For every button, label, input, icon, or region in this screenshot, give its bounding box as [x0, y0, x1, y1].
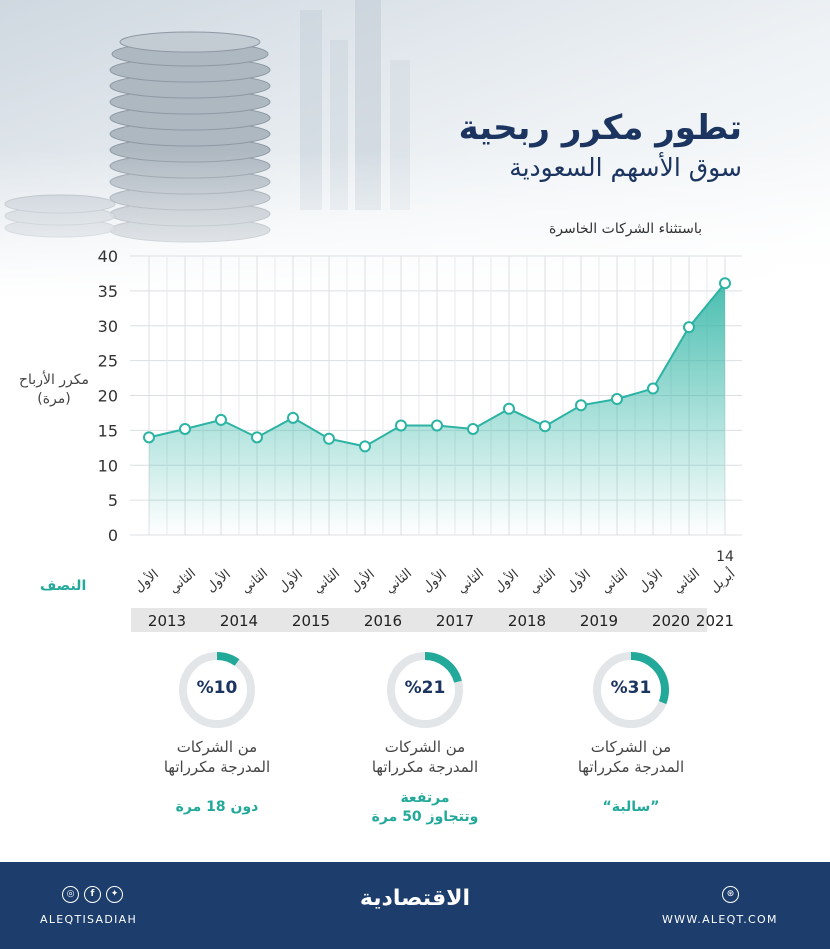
twitter-icon[interactable]: ✦: [106, 886, 123, 903]
stat-description: من الشركات المدرجة مكرراتها: [163, 738, 271, 776]
year-label: 2016: [363, 612, 403, 630]
x-tick-label: الثاني: [526, 565, 560, 597]
x-tick-label: الثاني: [310, 565, 344, 597]
year-label: 2020: [651, 612, 691, 630]
facebook-icon[interactable]: f: [84, 886, 101, 903]
data-point: [360, 441, 370, 451]
stat-percent: %10: [196, 678, 238, 698]
website-link[interactable]: WWW.ALEQT.COM: [662, 913, 778, 926]
year-label: 2017: [435, 612, 475, 630]
y-tick-label: 5: [107, 491, 118, 511]
data-point: [180, 424, 190, 434]
data-point: [684, 322, 694, 332]
data-point: [324, 434, 334, 444]
stat-note: دون 18 مرة: [175, 799, 259, 815]
data-point: [432, 420, 442, 430]
y-tick-label: 0: [107, 526, 118, 545]
stat-description: من الشركات المدرجة مكرراتها: [577, 738, 685, 776]
year-label: 2021: [695, 612, 735, 630]
x-tick-label: الثاني: [454, 565, 488, 597]
instagram-icon[interactable]: ◎: [62, 886, 79, 903]
stat-ring-negative: [591, 650, 671, 730]
data-point: [396, 420, 406, 430]
social-links: [62, 886, 123, 903]
year-label: 2015: [291, 612, 331, 630]
page-title: تطور مكرر ربحية: [458, 108, 742, 148]
x-tick-label: الأول: [635, 566, 666, 596]
last-point-day: 14: [716, 549, 734, 565]
period-axis-label: النصف: [40, 578, 87, 594]
last-point-month: أبريل: [707, 566, 739, 597]
brand-logo: الاقتصادية: [359, 886, 471, 911]
x-tick-label: الأول: [203, 566, 234, 596]
x-tick-label: الأول: [347, 566, 378, 596]
y-tick-label: 40: [97, 247, 118, 266]
stat-ring-low: [177, 650, 257, 730]
social-handle[interactable]: ALEQTISADIAH: [40, 913, 138, 926]
y-tick-label: 20: [97, 386, 118, 406]
data-point: [252, 432, 262, 442]
x-tick-label: الأول: [275, 566, 306, 596]
footer-bar: [0, 862, 830, 949]
data-point: [648, 384, 658, 394]
x-tick-label: الأول: [131, 566, 162, 596]
x-tick-label: الثاني: [382, 565, 416, 597]
stat-description: من الشركات المدرجة مكرراتها: [371, 738, 479, 776]
y-tick-label: 10: [97, 456, 118, 476]
data-point: [612, 394, 622, 404]
stat-percent: %31: [610, 678, 652, 698]
x-tick-label: الأول: [563, 566, 594, 596]
y-axis-label: مكرر الأرباح (مرة): [19, 372, 89, 407]
y-tick-label: 30: [97, 316, 118, 336]
year-label: 2013: [147, 612, 187, 630]
data-point: [468, 424, 478, 434]
x-tick-label: الأول: [491, 566, 522, 596]
x-tick-label: الثاني: [166, 565, 200, 597]
data-point: [504, 404, 514, 414]
x-tick-label: الثاني: [598, 565, 632, 597]
stat-note: ”سالبة“: [602, 799, 660, 815]
y-tick-label: 15: [97, 421, 118, 441]
stat-ring-high: [385, 650, 465, 730]
year-label: 2018: [507, 612, 547, 630]
data-point: [288, 413, 298, 423]
data-point: [576, 400, 586, 410]
y-tick-label: 35: [97, 281, 118, 301]
stat-percent: %21: [404, 678, 446, 698]
x-tick-label: الثاني: [670, 565, 704, 597]
year-label: 2014: [219, 612, 259, 630]
x-tick-label: الثاني: [238, 565, 272, 597]
data-point: [144, 432, 154, 442]
stat-note: مرتفعة وتتجاوز 50 مرة: [371, 790, 479, 825]
year-label: 2019: [579, 612, 619, 630]
y-tick-label: 25: [97, 351, 118, 371]
globe-icon: ⊛: [722, 886, 739, 903]
chart-note: باستثناء الشركات الخاسرة: [548, 221, 702, 237]
data-point: [216, 415, 226, 425]
data-point: [540, 421, 550, 431]
data-point: [720, 278, 730, 288]
x-tick-label: الأول: [419, 566, 450, 596]
page-subtitle: سوق الأسهم السعودية: [509, 153, 742, 182]
